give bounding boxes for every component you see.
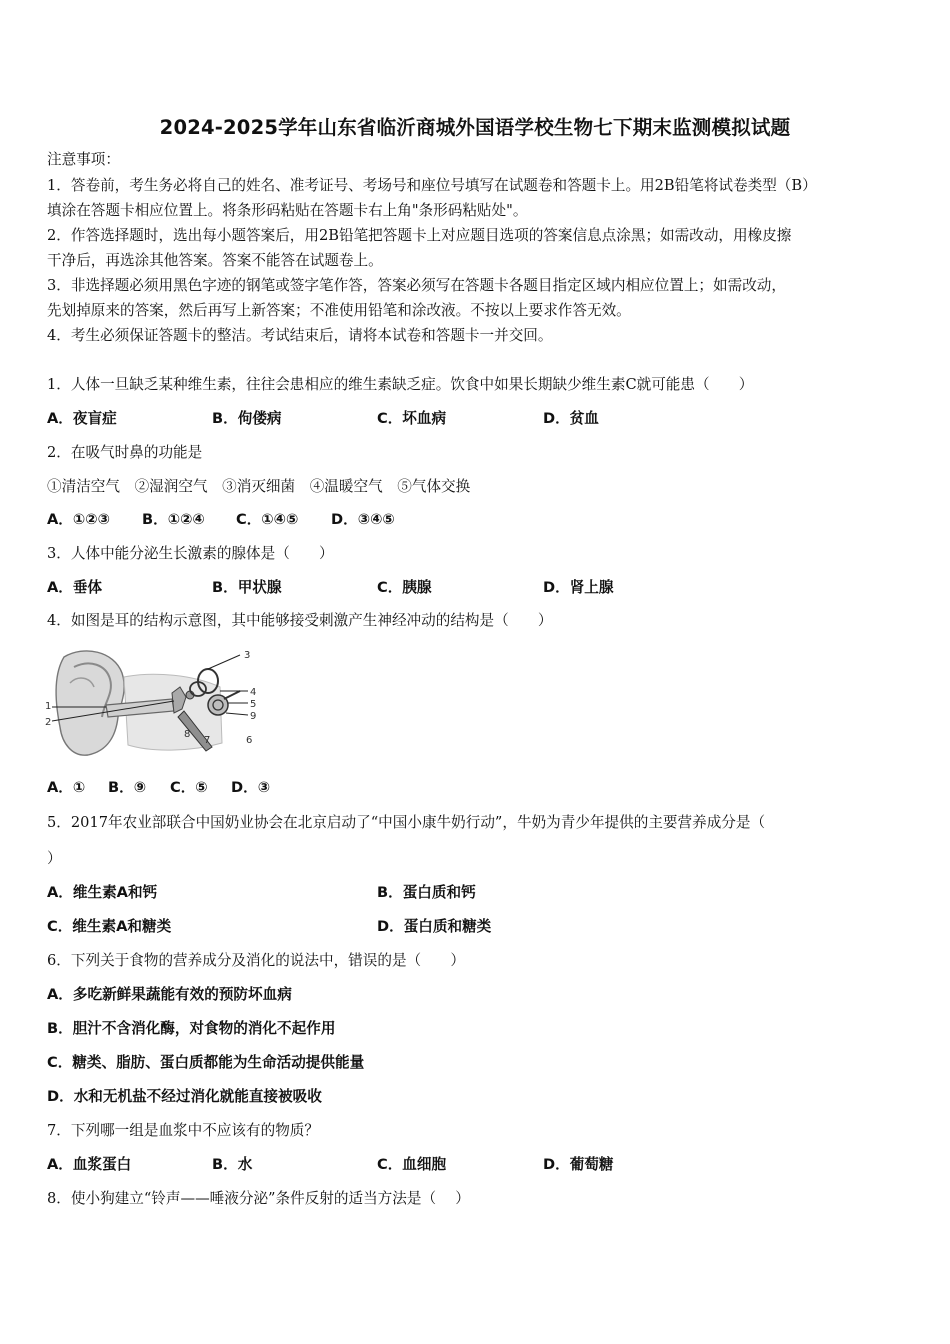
figure-label: 5: [250, 699, 257, 710]
question-1-option-a: A．夜盲症: [47, 410, 117, 427]
question-5-option-d: D．蛋白质和糖类: [377, 918, 492, 935]
figure-label: 1: [45, 701, 52, 712]
question-5-option-a: A．维生素A和钙: [47, 884, 158, 901]
notice-line: 干净后，再选涂其他答案。答案不能答在试题卷上。: [47, 252, 383, 269]
question-2-option-b: B．①②④: [142, 511, 205, 528]
question-2-option-a: A．①②③: [47, 511, 110, 528]
page-title: 2024-2025学年山东省临沂商城外国语学校生物七下期末监测模拟试题: [159, 116, 791, 139]
question-3-option-b: B．甲状腺: [212, 579, 282, 596]
question-5-stem-end: ）: [47, 850, 62, 867]
question-4-stem: 4．如图是耳的结构示意图，其中能够接受刺激产生神经冲动的结构是（ ）: [47, 612, 553, 629]
question-5-option-c: C．维生素A和糖类: [47, 918, 172, 935]
notice-line: 3．非选择题必须用黑色字迹的钢笔或签字笔作答，答案必须写在答题卡各题目指定区域内相应位置上；如需改动，: [47, 277, 786, 294]
question-4-option-c: C．⑤: [170, 779, 208, 796]
question-4-option-b: B．⑨: [108, 779, 147, 796]
question-8-stem: 8．使小狗建立“铃声——唾液分泌”条件反射的适当方法是（ ）: [47, 1190, 470, 1207]
question-1-stem: 1．人体一旦缺乏某种维生素，往往会患相应的维生素缺乏症。饮食中如果长期缺少维生素C就可能患（ ）: [47, 376, 754, 393]
question-3-option-c: C．胰腺: [377, 579, 432, 596]
question-3-option-d: D．肾上腺: [543, 579, 614, 596]
question-1-option-d: D．贫血: [543, 410, 599, 427]
figure-label: 2: [45, 717, 52, 728]
question-4-option-d: D．③: [231, 779, 271, 796]
notice-line: 4．考生必须保证答题卡的整洁。考试结束后，请将本试卷和答题卡一并交回。: [47, 327, 553, 344]
question-7-option-d: D．葡萄糖: [543, 1156, 614, 1173]
question-1-option-b: B．佝偻病: [212, 410, 282, 427]
figure-label: 8: [184, 729, 191, 740]
figure-label: 6: [246, 735, 253, 746]
ear-structure-figure: [44, 647, 260, 759]
notice-line: 先划掉原来的答案，然后再写上新答案；不准使用铅笔和涂改液。不按以上要求作答无效。: [47, 302, 631, 319]
question-7-stem: 7．下列哪一组是血浆中不应该有的物质？: [47, 1122, 319, 1139]
question-2-option-d: D．③④⑤: [331, 511, 395, 528]
question-6-option-c: C．糖类、脂肪、蛋白质都能为生命活动提供能量: [47, 1054, 365, 1071]
notice-line: 2．作答选择题时，选出每小题答案后，用2B铅笔把答题卡上对应题目选项的答案信息点涂黑；如需改动，用橡皮擦: [47, 227, 792, 244]
question-6-option-b: B．胆汁不含消化酶，对食物的消化不起作用: [47, 1020, 336, 1037]
figure-label: 3: [244, 650, 251, 661]
question-2-items: ①清洁空气 ②湿润空气 ③消灭细菌 ④温暖空气 ⑤气体交换: [47, 478, 471, 495]
question-7-option-c: C．血细胞: [377, 1156, 447, 1173]
question-6-option-d: D．水和无机盐不经过消化就能直接被吸收: [47, 1088, 322, 1105]
figure-label: 7: [204, 735, 211, 746]
question-5-option-b: B．蛋白质和钙: [377, 884, 476, 901]
notice-heading: 注意事项：: [47, 151, 120, 168]
notice-line: 1．答卷前，考生务必将自己的姓名、准考证号、考场号和座位号填写在试题卷和答题卡上。用2B铅笔将试卷类型（B）: [47, 177, 817, 194]
question-5-stem: 5．2017年农业部联合中国奶业协会在北京启动了“中国小康牛奶行动”，牛奶为青少年提供的主要营养成分是（: [47, 814, 766, 831]
question-6-stem: 6．下列关于食物的营养成分及消化的说法中，错误的是（ ）: [47, 952, 465, 969]
figure-label: 9: [250, 711, 257, 722]
question-3-stem: 3．人体中能分泌生长激素的腺体是（ ）: [47, 545, 334, 562]
question-7-option-b: B．水: [212, 1156, 253, 1173]
question-4-option-a: A．①: [47, 779, 86, 796]
question-2-stem: 2．在吸气时鼻的功能是: [47, 444, 203, 461]
question-2-option-c: C．①④⑤: [236, 511, 299, 528]
question-3-option-a: A．垂体: [47, 579, 103, 596]
notice-line: 填涂在答题卡相应位置上。将条形码粘贴在答题卡右上角"条形码粘贴处"。: [47, 202, 528, 219]
question-6-option-a: A．多吃新鲜果蔬能有效的预防坏血病: [47, 986, 292, 1003]
question-7-option-a: A．血浆蛋白: [47, 1156, 132, 1173]
figure-label: 4: [250, 687, 257, 698]
question-1-option-c: C．坏血病: [377, 410, 447, 427]
